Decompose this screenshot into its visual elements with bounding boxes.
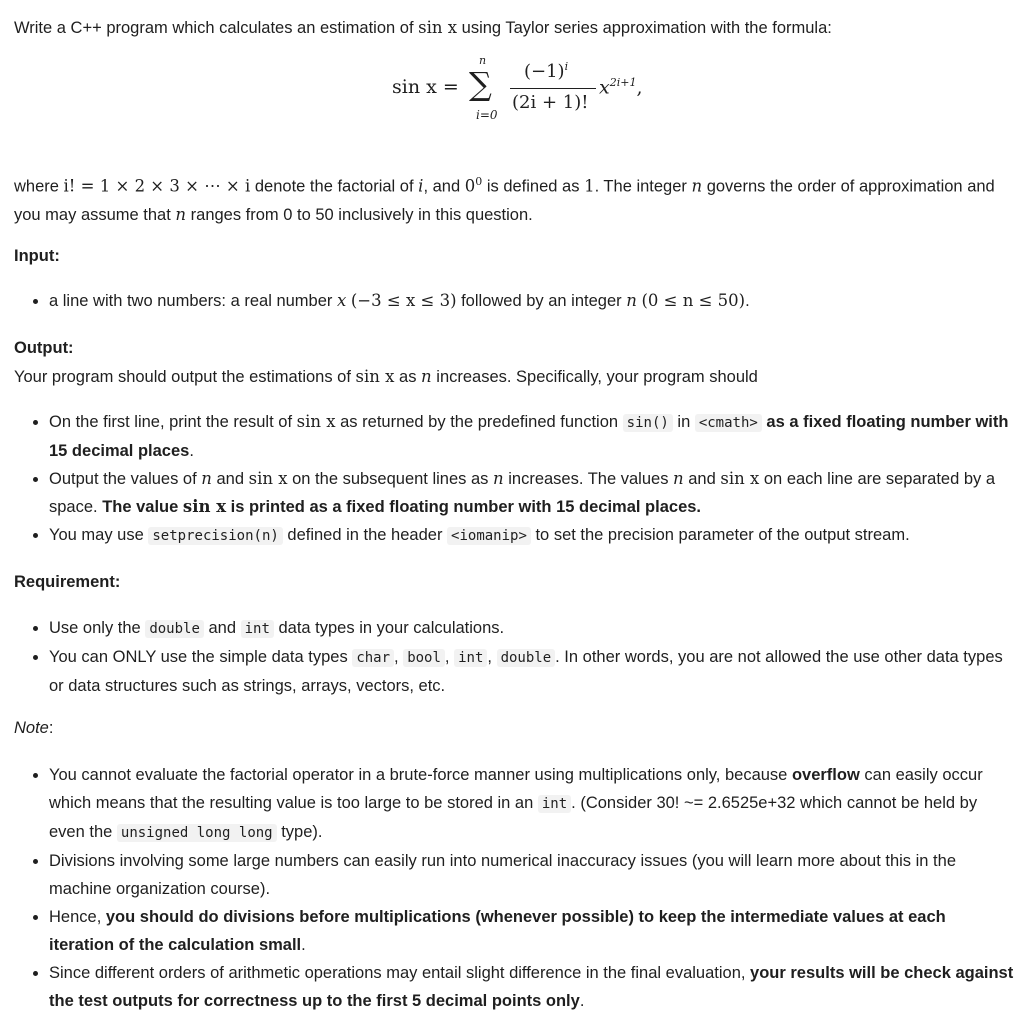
- input-list: [14, 287, 1014, 315]
- text: on the subsequent lines as: [287, 470, 494, 488]
- i-math: i: [418, 176, 424, 196]
- text: . (Consider 30! ~= 2.6525e+32 which cannot be held by even the: [49, 794, 978, 841]
- list-item: [49, 408, 1014, 465]
- bold-text: your results will be check against the test outputs for correctness up to the first 5 decimal points only: [49, 964, 1014, 1010]
- formula-comma: ,: [636, 76, 643, 99]
- factorial-math: i! = 1 × 2 × 3 × ⋯ × i: [63, 176, 251, 196]
- bold-text: [102, 498, 701, 516]
- text: can easily occur which means that the resulting value is too large to be stored in an: [49, 766, 983, 812]
- bold-text: you should do divisions before multiplications (whenever possible) to keep the intermediate values at each iteration of the calculation small: [49, 908, 946, 954]
- text: type).: [276, 823, 323, 841]
- text: Since different orders of arithmetic operations may entail slight difference in the final evaluation,: [49, 964, 751, 982]
- text: increases. The values: [503, 470, 674, 488]
- n-math: n: [626, 291, 637, 310]
- fraction-bar: [510, 88, 596, 89]
- taylor-formula: [392, 56, 692, 136]
- n-math: n: [175, 204, 187, 224]
- text: defined in the header: [282, 526, 448, 544]
- text: increases. Specifically, your program should: [431, 368, 758, 386]
- list-item: [49, 614, 1014, 643]
- text: and: [211, 470, 249, 488]
- text: where: [14, 177, 64, 196]
- text: . In other words, you are not allowed the use other data types or data structures such as strings, arrays, vectors, etc.: [49, 648, 1003, 695]
- text: and: [683, 470, 721, 488]
- note-list: [14, 761, 1014, 1015]
- text: Use only the: [49, 619, 146, 637]
- sinx-math: sin x: [296, 412, 336, 431]
- text: is defined as: [482, 177, 585, 196]
- where-paragraph: [14, 168, 1014, 229]
- text: ,: [487, 648, 497, 666]
- note-colon: :: [48, 719, 54, 737]
- numerator-text: (−1): [524, 61, 565, 82]
- formula-lhs: sin x =: [392, 76, 459, 98]
- text: ranges from 0 to 50 inclusively in this question.: [186, 205, 533, 224]
- x-exponent: 2i+1: [609, 76, 637, 89]
- list-item: [49, 643, 1014, 700]
- output-paragraph: [14, 363, 1014, 391]
- fraction-denominator: (2i + 1)!: [512, 92, 589, 113]
- list-item: [49, 903, 1014, 959]
- output-list: [14, 408, 1014, 550]
- x-var: x: [599, 76, 610, 99]
- sinx-math: sin x: [355, 367, 395, 386]
- text: as returned by the predefined function: [335, 413, 623, 431]
- intro-text: Write a C++ program which calculates an estimation of: [14, 19, 419, 37]
- sum-symbol: ∑: [469, 65, 492, 103]
- sinx-math: sin x: [720, 469, 760, 488]
- text: data types in your calculations.: [273, 619, 505, 637]
- text: .: [301, 936, 306, 954]
- n-math: n: [421, 367, 432, 386]
- text: ,: [444, 648, 455, 666]
- sum-upper-limit: n: [479, 54, 487, 67]
- output-heading: Output:: [14, 339, 74, 357]
- text: followed by an integer: [456, 292, 627, 310]
- fraction-numerator: [524, 60, 568, 82]
- code-cmath: <cmath>: [695, 414, 762, 432]
- code-double: double: [145, 620, 204, 638]
- one-math: 1: [584, 176, 595, 196]
- list-item: [49, 959, 1014, 1015]
- x-math: x: [336, 291, 347, 310]
- code-double: double: [497, 649, 556, 667]
- code-int: int: [538, 795, 571, 813]
- text: You may use: [49, 526, 149, 544]
- text: and: [203, 619, 241, 637]
- sinx-math: sin x: [182, 497, 227, 516]
- text: , and: [423, 177, 465, 196]
- intro-paragraph: [14, 16, 832, 40]
- text: . The integer: [594, 177, 692, 196]
- requirement-list: [14, 614, 1014, 700]
- text: governs the order of approximation and you may assume that: [14, 177, 995, 224]
- n-range-math: (0 ≤ n ≤ 50): [641, 291, 746, 310]
- x-range-math: (−3 ≤ x ≤ 3): [350, 291, 457, 310]
- n-math: n: [673, 469, 684, 488]
- requirement-heading: Requirement:: [14, 573, 121, 591]
- input-heading: Input:: [14, 247, 60, 265]
- text: to set the precision parameter of the output stream.: [530, 526, 910, 544]
- formula-x: [599, 76, 643, 98]
- text: Hence,: [49, 908, 106, 926]
- intro-text: using Taylor series approximation with the formula:: [457, 19, 832, 37]
- list-item: • Divisions involving some large numbers can easily run into numerical inaccuracy issues (you will learn more about this in the machine organization course).: [49, 847, 1014, 903]
- text: .: [579, 992, 585, 1010]
- note-label: Note: [14, 719, 49, 737]
- bold-text: overflow: [791, 766, 860, 784]
- sinx-math: sin x: [248, 469, 288, 488]
- text: denote the factorial of: [250, 177, 419, 196]
- sinx-math: sin x: [418, 18, 458, 37]
- text: ,: [394, 648, 404, 666]
- list-item: [49, 521, 1014, 550]
- note-heading: [14, 716, 53, 740]
- text: in: [672, 413, 695, 431]
- code-sin: sin(): [623, 414, 673, 432]
- text: a line with two numbers: a real number: [49, 292, 337, 310]
- text: On the first line, print the result of: [49, 413, 297, 431]
- zero-math: 0: [464, 176, 476, 196]
- zero-exponent: 0: [475, 175, 483, 188]
- numerator-exponent: i: [564, 60, 569, 73]
- n-math: n: [493, 469, 504, 488]
- code-int: int: [454, 649, 487, 667]
- code-int: int: [241, 620, 274, 638]
- text: on each line are separated by a space.: [49, 470, 996, 516]
- code-bool: bool: [403, 649, 445, 667]
- text: Output the values of: [49, 470, 202, 488]
- text: as: [394, 368, 422, 386]
- list-item: [49, 465, 1014, 521]
- text: is printed as a fixed floating number with 15 decimal places.: [226, 498, 702, 516]
- bold-text: as a fixed floating number with 15 decimal places: [49, 413, 1009, 460]
- list-item: [49, 287, 1014, 315]
- text: You cannot evaluate the factorial operator in a brute-force manner using multiplications only, because: [49, 766, 792, 784]
- code-setprecision: setprecision(n): [148, 527, 282, 545]
- text: The value: [102, 498, 183, 516]
- text: .: [745, 292, 750, 310]
- list-item: [49, 761, 1014, 847]
- text: Your program should output the estimations of: [14, 368, 356, 386]
- code-char: char: [352, 649, 394, 667]
- code-iomanip: <iomanip>: [447, 527, 531, 545]
- text: You can ONLY use the simple data types: [49, 648, 353, 666]
- text: .: [189, 442, 194, 460]
- n-math: n: [201, 469, 212, 488]
- code-unsigned-long-long: unsigned long long: [117, 824, 277, 842]
- n-math: n: [691, 176, 703, 196]
- sum-lower-limit: i=0: [476, 108, 498, 122]
